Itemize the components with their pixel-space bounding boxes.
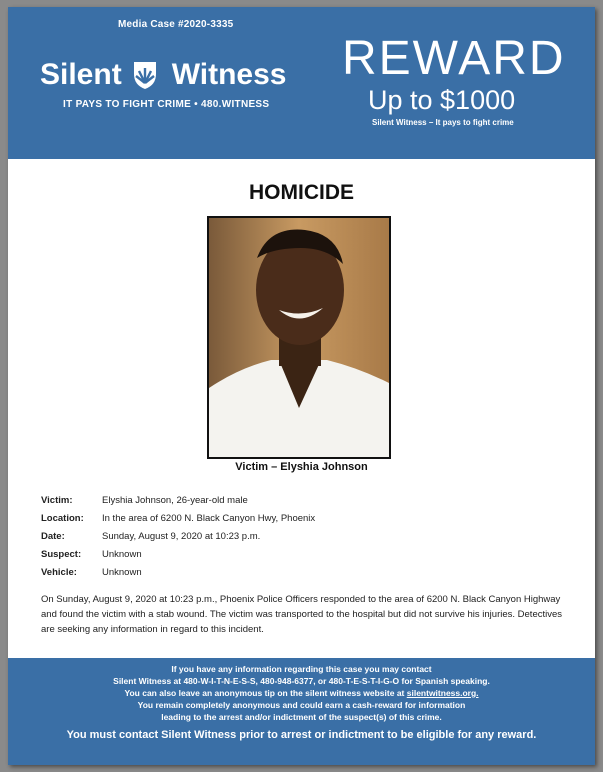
brand-word-witness: Witness <box>171 58 287 91</box>
detail-row-victim <box>41 491 315 509</box>
detail-row-suspect <box>41 545 315 563</box>
header-banner <box>8 7 595 159</box>
footer-line-4: You remain completely anonymous and could earn a cash-reward for information <box>137 700 466 710</box>
footer-line-5: leading to the arrest and/or indictment of the suspect(s) of this crime. <box>161 712 442 722</box>
detail-label: Location: <box>41 512 84 524</box>
detail-row-vehicle <box>41 563 315 581</box>
detail-row-location <box>41 509 315 527</box>
detail-label: Suspect: <box>41 548 82 560</box>
reward-amount: Up to $1000 <box>368 85 516 115</box>
case-type-title: HOMICIDE <box>249 181 354 204</box>
footer-banner <box>8 658 595 765</box>
case-details <box>41 491 315 581</box>
detail-value: Sunday, August 9, 2020 at 10:23 p.m. <box>102 530 261 542</box>
footer-line-2: Silent Witness at 480-W-I-T-N-E-S-S, 480-948-6377, or 480-T-E-S-T-I-G-O for Spanish speaking. <box>113 676 490 686</box>
footer-line-3-text: You can also leave an anonymous tip on the silent witness website at <box>124 688 407 698</box>
detail-row-date <box>41 527 315 545</box>
photo-caption: Victim – Elyshia Johnson <box>235 461 368 473</box>
detail-value: Elyshia Johnson, 26-year-old male <box>102 494 248 506</box>
reward-tagline: Silent Witness – It pays to fight crime <box>372 118 514 127</box>
website-link[interactable]: silentwitness.org. <box>406 688 479 698</box>
footer-line-1: If you have any information regarding this case you may contact <box>171 664 432 674</box>
flyer-page <box>8 7 595 765</box>
detail-label: Date: <box>41 530 65 542</box>
victim-photo <box>207 216 391 459</box>
reward-title: REWARD <box>342 32 566 85</box>
detail-label: Victim: <box>41 494 73 506</box>
shield-logo-icon <box>130 59 160 91</box>
detail-value: In the area of 6200 N. Black Canyon Hwy, Phoenix <box>102 512 316 524</box>
detail-value: Unknown <box>102 566 142 578</box>
brand-logo <box>40 58 286 92</box>
brand-tagline: IT PAYS TO FIGHT CRIME • 480.WITNESS <box>63 99 270 110</box>
brand-word-silent: Silent <box>40 58 122 91</box>
case-narrative: On Sunday, August 9, 2020 at 10:23 p.m., Phoenix Police Officers responded to the area of 6200 N. Black Canyon Highway and found the victim with a stab wound. The victim was transported to the hospital but did not survive his injuries. Detectives are seeking any information in regard to this incident. <box>41 594 563 635</box>
detail-value: Unknown <box>102 548 142 560</box>
footer-eligibility-notice: You must contact Silent Witness prior to arrest or indictment to be eligible for any reward. <box>66 729 537 741</box>
media-case-number: Media Case #2020-3335 <box>118 19 234 30</box>
footer-line-3 <box>8 687 595 699</box>
detail-label: Vehicle: <box>41 566 77 578</box>
